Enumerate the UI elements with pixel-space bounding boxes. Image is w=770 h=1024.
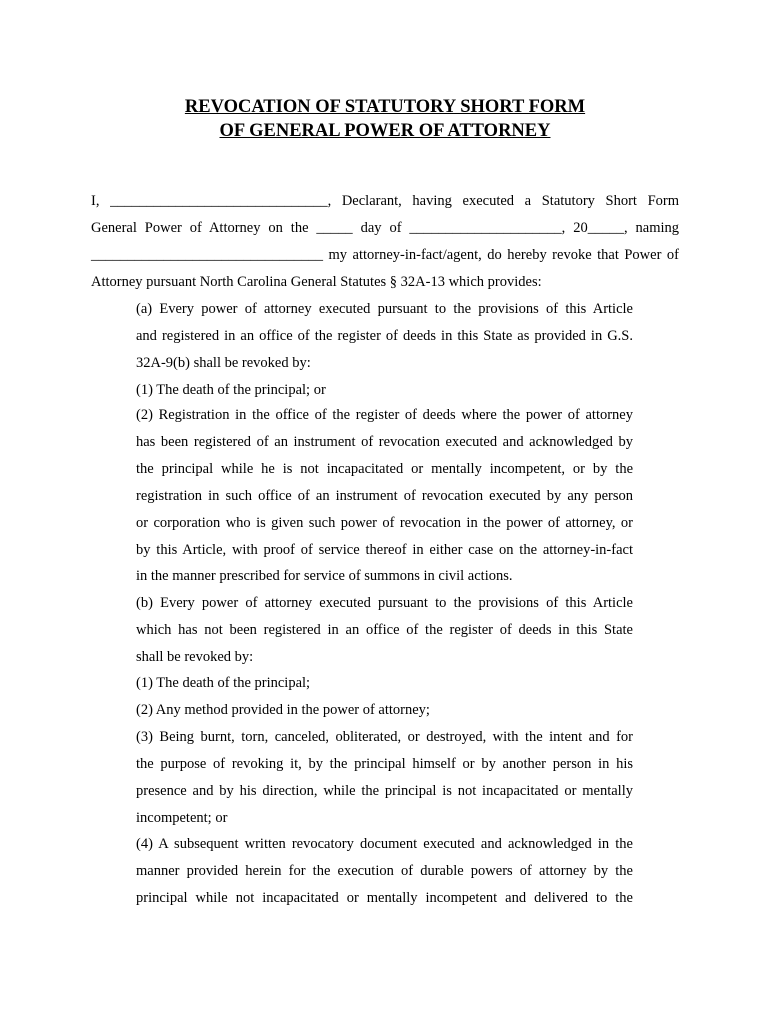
statute-line-2: and registered in an office of the register of deeds in this State as provided in G.S. [136,328,633,344]
intro-line-3: ________________________________ my attorney-in-fact/agent, do hereby revoke that Power of [91,247,679,263]
statute-line-19: presence and by his direction, while the principal is not incapacitated or mentally [136,783,633,799]
statute-line-6: has been registered of an instrument of revocation executed and acknowledged by [136,434,633,450]
statute-line-5: (2) Registration in the office of the register of deeds where the power of attorney [136,407,633,423]
intro-line-4: Attorney pursuant North Carolina General Statutes § 32A-13 which provides: [91,274,542,290]
statute-line-18: the purpose of revoking it, by the principal himself or by another person in his [136,756,633,772]
statute-line-7: the principal while he is not incapacitated or mentally incompetent, or by the [136,461,633,477]
intro-line-2: General Power of Attorney on the _____ day of _____________________, 20_____, naming [91,220,679,236]
statute-line-22: manner provided herein for the execution of durable powers of attorney by the [136,863,633,879]
statute-line-16: (2) Any method provided in the power of attorney; [136,702,430,718]
statute-line-14: shall be revoked by: [136,649,254,665]
statute-line-20: incompetent; or [136,810,228,826]
statute-line-3: 32A-9(b) shall be revoked by: [136,355,311,371]
statute-line-23: principal while not incapacitated or mentally incompetent and delivered to the [136,890,633,906]
statute-line-17: (3) Being burnt, torn, canceled, obliterated, or destroyed, with the intent and for [136,729,633,745]
statute-line-1: (a) Every power of attorney executed pursuant to the provisions of this Article [136,301,633,317]
statute-line-15: (1) The death of the principal; [136,675,311,691]
statute-line-12: (b) Every power of attorney executed pursuant to the provisions of this Article [136,595,633,611]
statute-line-13: which has not been registered in an office of the register of deeds in this State [136,622,633,638]
intro-line-1: I, ______________________________, Declarant, having executed a Statutory Short Form [91,193,679,209]
document-title-line-1: REVOCATION OF STATUTORY SHORT FORM [184,97,586,117]
statute-line-11: in the manner prescribed for service of summons in civil actions. [136,568,513,584]
statute-line-9: or corporation who is given such power of revocation in the power of attorney, or [136,515,633,531]
document-title-line-2: OF GENERAL POWER OF ATTORNEY [219,121,551,141]
statute-line-8: registration in such office of an instrument of revocation executed by any person [136,488,633,504]
statute-line-21: (4) A subsequent written revocatory document executed and acknowledged in the [136,836,633,852]
statute-line-10: by this Article, with proof of service thereof in either case on the attorney-in-fact [136,542,633,558]
statute-line-4: (1) The death of the principal; or [136,382,326,398]
